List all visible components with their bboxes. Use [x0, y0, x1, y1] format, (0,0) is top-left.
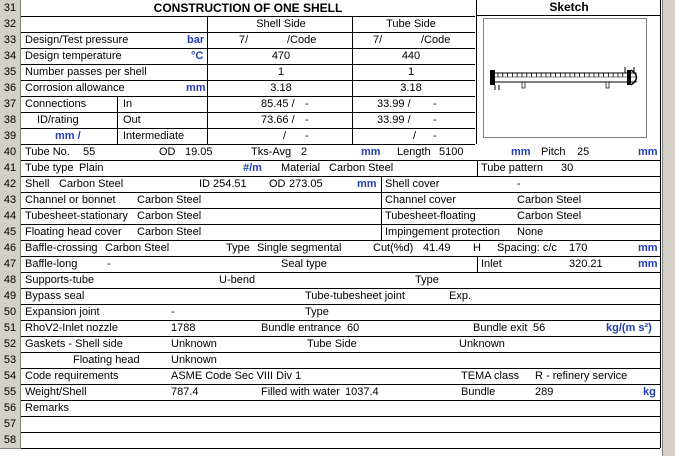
- shell-dim-unit[interactable]: mm: [357, 178, 377, 190]
- design-temperature-label: Design temperature: [25, 50, 122, 62]
- row-header[interactable]: 50: [0, 304, 21, 321]
- bundle-weight-label: Bundle: [461, 386, 496, 398]
- row-53: [21, 352, 660, 369]
- exchanger-sketch: [483, 18, 647, 138]
- shell-cover-value[interactable]: -: [517, 178, 521, 190]
- shell-od-value[interactable]: 273.05: [289, 178, 323, 190]
- tube-corrosion-value[interactable]: 3.18: [400, 82, 422, 94]
- corrosion-label: Corrosion allowance: [25, 82, 125, 94]
- shell-corrosion-value[interactable]: 3.18: [270, 82, 292, 94]
- baffle-spacing-unit[interactable]: mm: [638, 242, 658, 254]
- row-57[interactable]: [21, 416, 660, 433]
- row-header[interactable]: 40: [0, 144, 21, 161]
- section-title: CONSTRUCTION OF ONE SHELL: [153, 1, 343, 15]
- tube-out-value[interactable]: 33.99 /: [377, 114, 411, 126]
- tubesheet-stationary-value[interactable]: Carbon Steel: [137, 210, 202, 222]
- row-37: [21, 96, 475, 113]
- row-header[interactable]: 56: [0, 400, 21, 417]
- tube-in-value[interactable]: 33.99 /: [377, 98, 411, 110]
- impingement-label: Impingement protection: [385, 226, 500, 238]
- shell-intermediate-value[interactable]: /: [283, 130, 287, 142]
- shell-intermediate-rating[interactable]: -: [305, 130, 309, 142]
- row-header[interactable]: 41: [0, 160, 21, 177]
- row-header[interactable]: 32: [0, 16, 21, 33]
- bundle-exit-value[interactable]: 56: [533, 322, 546, 334]
- connections-in-label: In: [123, 98, 133, 110]
- bundle-weight-value[interactable]: 289: [535, 386, 554, 398]
- tube-type-value[interactable]: Plain: [79, 162, 104, 174]
- rhov2-inlet-label: RhoV2-Inlet nozzle: [25, 322, 118, 334]
- tubesheet-stationary-label: Tubesheet-stationary: [25, 210, 128, 222]
- row-45: [21, 224, 660, 241]
- row-54: [21, 368, 660, 385]
- tube-thickness-label: Tks-Avg: [251, 146, 292, 158]
- window-edge: [662, 0, 675, 456]
- row-header[interactable]: 48: [0, 272, 21, 289]
- row-header[interactable]: 36: [0, 80, 21, 97]
- u-tube-exchanger-drawing: [484, 19, 646, 137]
- row-40: [21, 144, 660, 161]
- floating-head-cover-value[interactable]: Carbon Steel: [137, 226, 202, 238]
- gaskets-floating-head-label: Floating head: [73, 354, 140, 366]
- baffle-crossing-label: Baffle-crossing: [25, 242, 98, 254]
- tube-material-value[interactable]: Carbon Steel: [329, 162, 394, 174]
- row-header[interactable]: 53: [0, 352, 21, 369]
- shell-out-value[interactable]: 73.66 /: [261, 114, 295, 126]
- row-header[interactable]: 43: [0, 192, 21, 209]
- tube-od-label: OD: [159, 146, 176, 158]
- baffle-cut-value[interactable]: 41.49: [423, 242, 451, 254]
- baffle-spacing-label: Spacing: c/c: [497, 242, 557, 254]
- row-41: [21, 160, 660, 177]
- channel-cover-value[interactable]: Carbon Steel: [517, 194, 582, 206]
- row-32: [21, 16, 475, 33]
- baffle-crossing-value[interactable]: Carbon Steel: [105, 242, 170, 254]
- row-header[interactable]: 52: [0, 336, 21, 353]
- row-43: [21, 192, 660, 209]
- impingement-value[interactable]: None: [517, 226, 544, 238]
- row-44: [21, 208, 660, 225]
- filled-water-value[interactable]: 1037.4: [345, 386, 379, 398]
- weight-shell-value[interactable]: 787.4: [171, 386, 199, 398]
- seal-type-label: Seal type: [281, 258, 327, 270]
- row-58[interactable]: [21, 432, 660, 449]
- tube-in-rating[interactable]: -: [433, 98, 437, 110]
- tema-class-label: TEMA class: [461, 370, 520, 382]
- corrosion-unit[interactable]: mm: [186, 82, 206, 94]
- row-header[interactable]: 57: [0, 416, 21, 433]
- tube-thickness-value[interactable]: 2: [301, 146, 308, 158]
- row-39: [21, 128, 475, 145]
- row-47: [21, 256, 660, 273]
- row-header[interactable]: 33: [0, 32, 21, 49]
- row-31: [21, 0, 475, 17]
- fin-density-unit[interactable]: #/m: [243, 162, 262, 174]
- expansion-joint-type-label: Type: [305, 306, 329, 318]
- baffle-type-value[interactable]: Single segmental: [257, 242, 342, 254]
- channel-bonnet-value[interactable]: Carbon Steel: [137, 194, 202, 206]
- tube-no-label: Tube No.: [25, 146, 70, 158]
- pitch-value[interactable]: 25: [577, 146, 590, 158]
- rhov2-unit[interactable]: kg/(m s²): [606, 322, 652, 334]
- shell-pressure-value[interactable]: 7/: [239, 34, 249, 46]
- floating-head-cover-label: Floating head cover: [25, 226, 122, 238]
- pressure-unit[interactable]: bar: [187, 34, 205, 46]
- row-header[interactable]: 45: [0, 224, 21, 241]
- gaskets-floating-head-value[interactable]: Unknown: [171, 354, 217, 366]
- row-50: [21, 304, 660, 321]
- code-requirements-value[interactable]: ASME Code Sec VIII Div 1: [171, 370, 302, 382]
- row-header[interactable]: 37: [0, 96, 21, 113]
- tube-type-label: Tube type: [25, 162, 74, 174]
- shell-material-value[interactable]: Carbon Steel: [59, 178, 124, 190]
- tube-side-header: Tube Side: [386, 18, 436, 30]
- row-55: [21, 384, 660, 401]
- row-header[interactable]: 34: [0, 48, 21, 65]
- inlet-spacing-value[interactable]: 320.21: [569, 258, 603, 270]
- row-header[interactable]: 46: [0, 240, 21, 257]
- shell-side-header: Shell Side: [256, 18, 306, 30]
- tube-passes-value[interactable]: 1: [407, 66, 415, 78]
- row-56: [21, 400, 660, 417]
- passes-label: Number passes per shell: [25, 66, 147, 78]
- rhov2-inlet-value[interactable]: 1788: [171, 322, 196, 334]
- row-header[interactable]: 49: [0, 288, 21, 305]
- baffle-long-label: Baffle-long: [25, 258, 78, 270]
- tubesheet-floating-label: Tubesheet-floating: [385, 210, 476, 222]
- sketch-title: Sketch: [477, 0, 661, 16]
- tube-out-rating[interactable]: -: [433, 114, 437, 126]
- temperature-unit[interactable]: °C: [191, 50, 204, 62]
- pitch-label: Pitch: [541, 146, 566, 158]
- tube-no-value[interactable]: 55: [83, 146, 96, 158]
- row-header[interactable]: 44: [0, 208, 21, 225]
- row-header[interactable]: 51: [0, 320, 21, 337]
- connection-unit[interactable]: mm /: [55, 130, 81, 142]
- tubesheet-floating-value[interactable]: Carbon Steel: [517, 210, 582, 222]
- row-46: [21, 240, 660, 257]
- row-38: [21, 112, 475, 129]
- shell-in-rating[interactable]: -: [305, 98, 309, 110]
- tube-temperature-value[interactable]: 440: [401, 50, 421, 62]
- row-52: [21, 336, 660, 353]
- shell-temperature-value[interactable]: 470: [271, 50, 291, 62]
- channel-bonnet-label: Channel or bonnet: [25, 194, 116, 206]
- supports-tube-label: Supports-tube: [25, 274, 95, 286]
- tube-material-label: Material: [281, 162, 321, 174]
- tube-tubesheet-joint-value[interactable]: Exp.: [449, 290, 472, 302]
- weight-unit[interactable]: kg: [643, 386, 656, 398]
- filled-water-label: Filled with water: [261, 386, 340, 398]
- row-42: [21, 176, 660, 193]
- supports-type-label: Type: [415, 274, 439, 286]
- shell-id-label: ID: [199, 178, 210, 190]
- row-header[interactable]: 54: [0, 368, 21, 385]
- sketch-panel: [476, 0, 661, 144]
- tube-length-label: Length: [397, 146, 431, 158]
- row-header[interactable]: 55: [0, 384, 21, 401]
- shell-cover-label: Shell cover: [385, 178, 440, 190]
- supports-tube-value[interactable]: U-bend: [219, 274, 256, 286]
- tema-class-value[interactable]: R - refinery service: [535, 370, 628, 382]
- expansion-joint-value[interactable]: -: [171, 306, 175, 318]
- tube-intermediate-value[interactable]: /: [413, 130, 417, 142]
- baffle-type-label: Type: [226, 242, 250, 254]
- shell-label: Shell: [25, 178, 50, 190]
- shell-pressure-code: /Code: [287, 34, 317, 46]
- design-pressure-label: Design/Test pressure: [25, 34, 129, 46]
- id-rating-label: ID/rating: [37, 114, 79, 126]
- remarks-label: Remarks: [25, 402, 70, 414]
- connections-label: Connections: [25, 98, 87, 110]
- tube-dim-unit[interactable]: mm: [361, 146, 381, 158]
- baffle-long-value[interactable]: -: [107, 258, 111, 270]
- row-36: [21, 80, 475, 97]
- row-header[interactable]: 47: [0, 256, 21, 273]
- inlet-spacing-unit[interactable]: mm: [638, 258, 658, 270]
- gaskets-shell-label: Gaskets - Shell side: [25, 338, 123, 350]
- connections-out-label: Out: [123, 114, 141, 126]
- baffle-cut-label: Cut(%d): [373, 242, 414, 254]
- row-header[interactable]: 35: [0, 64, 21, 81]
- bypass-seal-label: Bypass seal: [25, 290, 85, 302]
- row-header[interactable]: 38: [0, 112, 21, 129]
- tube-length-value[interactable]: 5100: [439, 146, 464, 158]
- tube-pattern-label: Tube pattern: [481, 162, 543, 174]
- pitch-unit[interactable]: mm: [638, 146, 658, 158]
- intermediate-label: Intermediate: [123, 130, 185, 142]
- bundle-exit-label: Bundle exit: [473, 322, 528, 334]
- baffle-cut-orientation[interactable]: H: [473, 242, 481, 254]
- row-51: [21, 320, 660, 337]
- row-34: [21, 48, 475, 65]
- weight-shell-label: Weight/Shell: [25, 386, 87, 398]
- shell-out-rating[interactable]: -: [305, 114, 309, 126]
- shell-passes-value[interactable]: 1: [277, 66, 285, 78]
- row-header[interactable]: 42: [0, 176, 21, 193]
- inlet-spacing-label: Inlet: [481, 258, 502, 270]
- shell-in-value[interactable]: 85.45 /: [261, 98, 295, 110]
- row-48: [21, 272, 660, 289]
- tube-tubesheet-joint-label: Tube-tubesheet joint: [305, 290, 405, 302]
- gaskets-shell-value[interactable]: Unknown: [171, 338, 217, 350]
- tube-pattern-value[interactable]: 30: [561, 162, 574, 174]
- expansion-joint-label: Expansion joint: [25, 306, 100, 318]
- channel-cover-label: Channel cover: [385, 194, 456, 206]
- row-33: [21, 32, 475, 49]
- bundle-entrance-label: Bundle entrance: [261, 322, 342, 334]
- row-header[interactable]: 39: [0, 128, 21, 145]
- row-49: [21, 288, 660, 305]
- tube-pressure-value[interactable]: 7/: [373, 34, 383, 46]
- gaskets-tube-label: Tube Side: [307, 338, 357, 350]
- shell-od-label: OD: [269, 178, 286, 190]
- tube-pressure-code: /Code: [421, 34, 451, 46]
- tube-intermediate-rating[interactable]: -: [433, 130, 437, 142]
- tube-length-unit[interactable]: mm: [511, 146, 531, 158]
- gaskets-tube-value[interactable]: Unknown: [459, 338, 505, 350]
- table-right-border: [660, 0, 661, 448]
- row-header[interactable]: 58: [0, 432, 21, 449]
- baffle-spacing-value[interactable]: 170: [569, 242, 588, 254]
- row-35: [21, 64, 475, 81]
- row-header[interactable]: 31: [0, 0, 21, 17]
- shell-id-value[interactable]: 254.51: [213, 178, 247, 190]
- code-requirements-label: Code requirements: [25, 370, 119, 382]
- tube-od-value[interactable]: 19.05: [185, 146, 213, 158]
- bundle-entrance-value[interactable]: 60: [347, 322, 360, 334]
